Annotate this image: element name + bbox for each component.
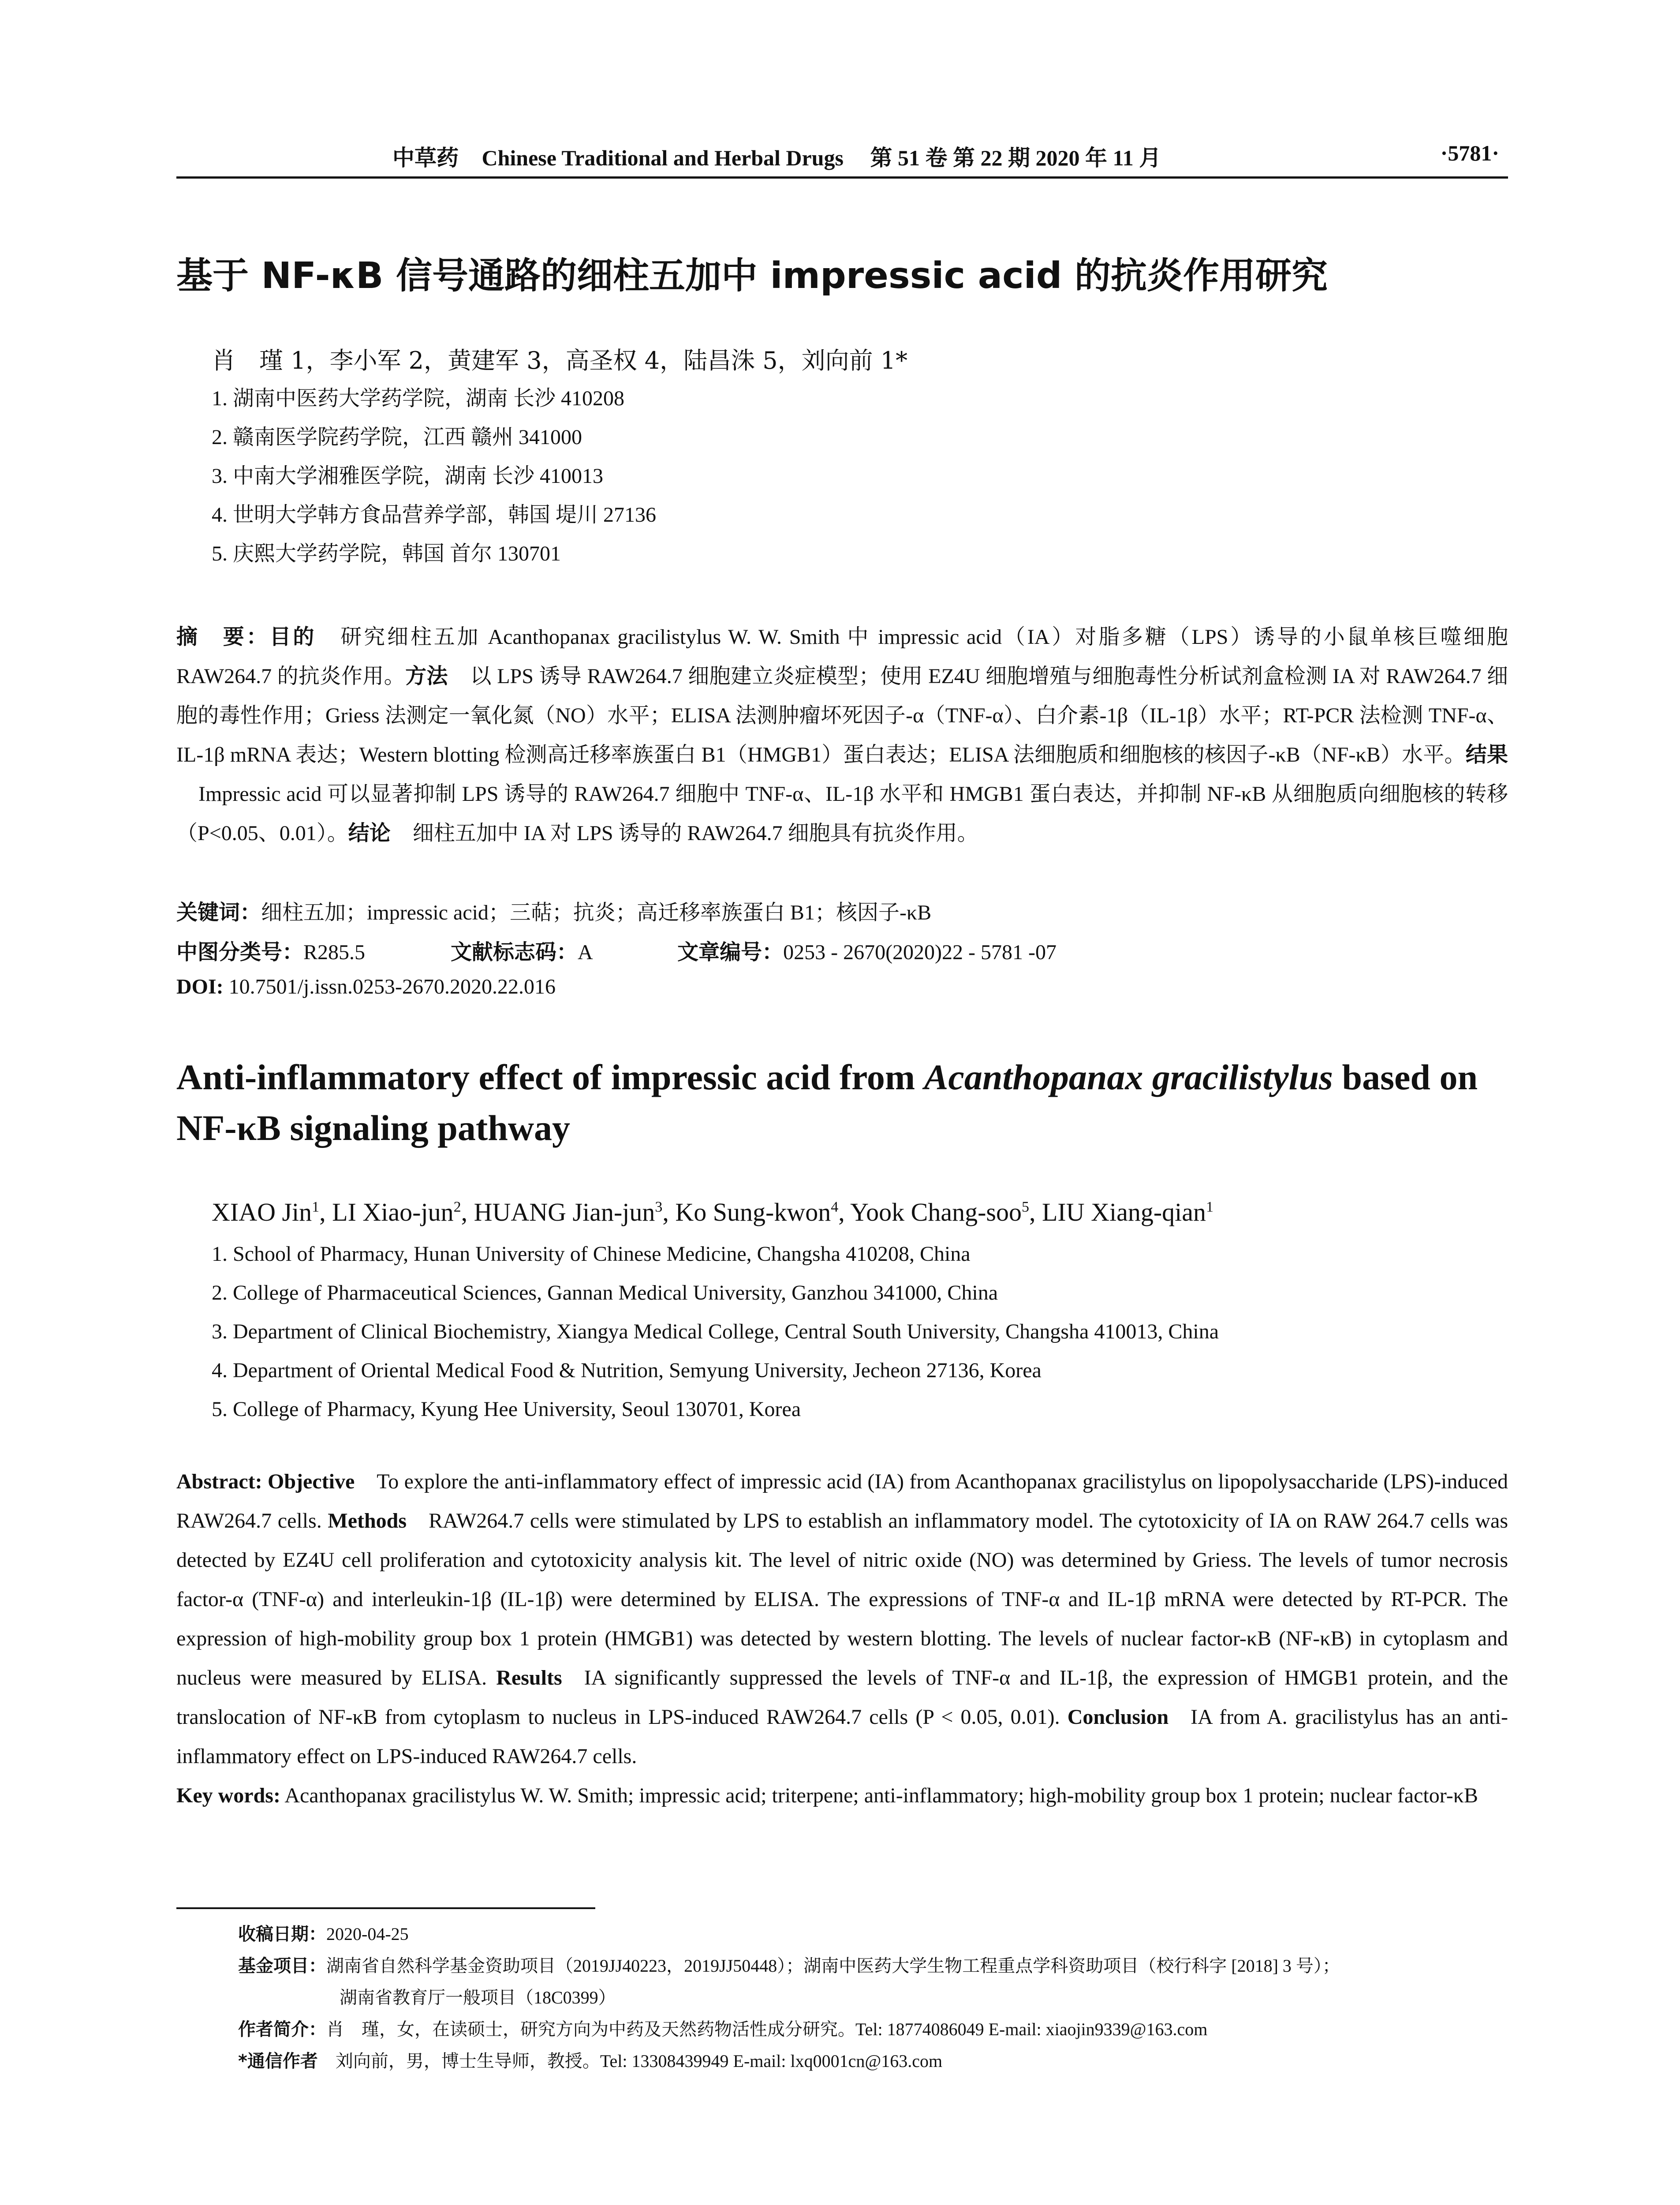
author-sup: 4 xyxy=(831,1199,839,1215)
clc-label: 中图分类号： xyxy=(176,940,304,964)
en-keywords-text: Acanthopanax gracilistylus W. W. Smith; impressic acid; triterpene; anti-inflammatory; high-mobility group box 1 protein; nuclear factor-κB xyxy=(284,1784,1478,1807)
en-results-label: Results xyxy=(496,1666,562,1689)
en-conclusion-text: IA from A. gracilistylus has an anti-inflammatory effect on LPS-induced RAW264.7 cells. xyxy=(176,1705,1508,1768)
author-sup: 3 xyxy=(655,1199,663,1215)
doc-code-label: 文献标志码： xyxy=(451,940,578,964)
en-affiliations xyxy=(212,1235,1490,1429)
zh-methods-text: 以 LPS 诱导 RAW264.7 细胞建立炎症模型；使用 EZ4U 细胞增殖与细胞毒性分析试剂盒检测 IA 对 RAW264.7 细胞的毒性作用；Griess 法测定一氧化氮（NO）水平；ELISA 法测肿瘤坏死因子-α（TNF-α）、白介素-1β（IL-1β）水平；RT-PCR 法检测 TNF-α、IL-1β mRNA 表达；Western blotting 检测高迁移率族蛋白 B1（HMGB1）蛋白表达；ELISA 法细胞质和细胞核的核因子-κB（NF-κB）水平。 xyxy=(176,665,1508,766)
footnotes xyxy=(238,1918,1508,2077)
zh-abstract xyxy=(176,617,1508,853)
zh-classification xyxy=(176,935,1508,965)
fund-info-cont xyxy=(238,1982,1508,2014)
en-conclusion-label: Conclusion xyxy=(1067,1705,1169,1729)
author-sep: , xyxy=(1029,1198,1042,1226)
doi xyxy=(176,975,1508,999)
fund-text: 湖南省教育厅一般项目（18C0399） xyxy=(340,1988,616,2007)
received-date xyxy=(238,1918,1508,1950)
zh-affiliation: 5. 庆熙大学药学院，韩国 首尔 130701 xyxy=(212,542,561,565)
en-results-text: IA significantly suppressed the levels of TNF-α and IL-1β, the expression of HMGB1 protein, and the translocation of NF-κB from cytoplasm to nucleus in LPS-induced RAW264.7 cells (P < 0.05, 0.01). xyxy=(176,1666,1508,1729)
zh-methods-label: 方法 xyxy=(405,664,448,688)
en-abstract xyxy=(176,1462,1508,1815)
en-author: LI Xiao-jun xyxy=(332,1198,454,1226)
corr-label: *通信作者 xyxy=(238,2051,318,2071)
en-author: LIU Xiang-qian xyxy=(1042,1198,1206,1226)
zh-keywords-label: 关键词： xyxy=(176,900,261,925)
en-affiliation: 4. Department of Oriental Medical Food & Nutrition, Semyung University, Jecheon 27136, Korea xyxy=(212,1359,1042,1382)
corr-text: 刘向前，男，博士生导师，教授。Tel: 13308439949 E-mail: lxq0001cn@163.com xyxy=(335,2051,943,2071)
en-title-part: based on NF-κB signaling pathway xyxy=(176,1057,1478,1148)
zh-keywords xyxy=(176,895,1508,926)
en-author: Yook Chang-soo xyxy=(850,1198,1022,1226)
zh-keywords-text: 细柱五加；impressic acid；三萜；抗炎；高迁移率族蛋白 B1；核因子-κB xyxy=(261,901,932,924)
doi-value: 10.7501/j.issn.0253-2670.2020.22.016 xyxy=(228,975,556,998)
en-methods-text: RAW264.7 cells were stimulated by LPS to establish an inflammatory model. The cytotoxicity of IA on RAW 264.7 cells was detected by EZ4U cell proliferation and cytotoxicity analysis kit. The level of nitric oxide (NO) was determined by Griess. The levels of tumor necrosis factor-α (TNF-α) and interleukin-1β (IL-1β) were determined by ELISA. The expressions of TNF-α and IL-1β mRNA were detected by RT-PCR. The expression of high-mobility group box 1 protein (HMGB1) was detected by western blotting. The levels of nuclear factor-κB (NF-κB) in cytoplasm and nucleus were measured by ELISA. xyxy=(176,1509,1508,1689)
en-author: XIAO Jin xyxy=(212,1198,312,1226)
zh-objective-label: 目的 xyxy=(269,624,317,649)
en-objective-text: To explore the anti-inflammatory effect of impressic acid (IA) from Acanthopanax gracilistylus on lipopolysaccharide (LPS)-induced RAW264.7 cells. xyxy=(176,1470,1508,1532)
zh-results-text: Impressic acid 可以显著抑制 LPS 诱导的 RAW264.7 细胞中 TNF-α、IL-1β 水平和 HMGB1 蛋白表达，并抑制 NF-κB 从细胞质向细胞核的转移（P<0.05、0.01）。 xyxy=(176,782,1508,845)
zh-title: 基于 NF-κB 信号通路的细柱五加中 impressic acid 的抗炎作用研究 xyxy=(176,255,1328,297)
zh-affiliation: 3. 中南大学湘雅医学院，湖南 长沙 410013 xyxy=(212,464,604,488)
article-id-label: 文章编号： xyxy=(677,940,784,964)
zh-affiliation: 4. 世明大学韩方食品营养学部，韩国 堤川 27136 xyxy=(212,503,657,527)
corresponding-author xyxy=(238,2045,1508,2077)
author-sep: , xyxy=(662,1198,676,1226)
journal-en-name: Chinese Traditional and Herbal Drugs xyxy=(482,146,844,170)
received-label: 收稿日期： xyxy=(238,1924,326,1944)
author-bio xyxy=(238,2014,1508,2045)
en-title xyxy=(176,1052,1508,1153)
fund-info xyxy=(238,1950,1508,1982)
en-affiliation: 3. Department of Clinical Biochemistry, Xiangya Medical College, Central South University, Changsha 410013, China xyxy=(212,1320,1219,1343)
footnote-divider xyxy=(176,1907,595,1909)
bio-text: 肖 瑾，女，在读硕士，研究方向为中药及天然药物活性成分研究。Tel: 18774086049 E-mail: xiaojin9339@163.com xyxy=(326,2019,1208,2039)
zh-affiliation: 2. 赣南医学院药学院，江西 赣州 341000 xyxy=(212,426,582,449)
zh-affiliation: 1. 湖南中医药大学药学院，湖南 长沙 410208 xyxy=(212,387,625,410)
doc-code-value: A xyxy=(578,941,592,964)
en-author: HUANG Jian-jun xyxy=(474,1198,655,1226)
fund-label: 基金项目： xyxy=(238,1956,326,1976)
zh-conclusion-label: 结论 xyxy=(348,821,391,845)
en-affiliation: 1. School of Pharmacy, Hunan University of Chinese Medicine, Changsha 410208, China xyxy=(212,1242,971,1266)
zh-abstract-label: 摘 要： xyxy=(176,624,270,649)
en-abstract-label: Abstract: Objective xyxy=(176,1470,355,1493)
author-sep: , xyxy=(838,1198,851,1226)
zh-objective-text: 研究细柱五加 Acanthopanax gracilistylus W. W. Smith 中 impressic acid（IA）对脂多糖（LPS）诱导的小鼠单核巨噬细胞 RAW264.7 的抗炎作用。 xyxy=(176,625,1508,688)
en-title-species: Acanthopanax gracilistylus xyxy=(924,1057,1333,1097)
page-number: ·5781· xyxy=(1440,141,1499,165)
clc-value: R285.5 xyxy=(303,941,366,964)
bio-label: 作者简介： xyxy=(238,2019,326,2040)
fund-text: 湖南省自然科学基金资助项目（2019JJ40223，2019JJ50448）；湖南中医药大学生物工程重点学科资助项目（校行科字 [2018] 3 号）； xyxy=(326,1956,1340,1976)
author-sep: , xyxy=(319,1198,332,1226)
en-affiliation: 5. College of Pharmacy, Kyung Hee University, Seoul 130701, Korea xyxy=(212,1398,801,1421)
received-value: 2020-04-25 xyxy=(326,1924,409,1944)
article-id-value: 0253 - 2670(2020)22 - 5781 -07 xyxy=(783,941,1057,964)
en-affiliation: 2. College of Pharmaceutical Sciences, Gannan Medical University, Ganzhou 341000, China xyxy=(212,1281,998,1304)
zh-results-label: 结果 xyxy=(1465,742,1508,767)
zh-conclusion-text: 细柱五加中 IA 对 LPS 诱导的 RAW264.7 细胞具有抗炎作用。 xyxy=(412,822,978,845)
en-methods-label: Methods xyxy=(328,1509,407,1532)
doi-label: DOI: xyxy=(176,975,224,998)
author-sup: 1 xyxy=(1206,1199,1214,1215)
zh-affiliations xyxy=(212,379,1490,573)
en-author: Ko Sung-kwon xyxy=(675,1198,831,1226)
zh-authors: 肖 瑾 1，李小军 2，黄建军 3，高圣权 4，陆昌洙 5，刘向前 1* xyxy=(212,347,908,374)
author-sup: 2 xyxy=(453,1199,461,1215)
journal-line xyxy=(392,140,1161,172)
author-sep: , xyxy=(461,1198,474,1226)
en-title-part: Anti-inflammatory effect of impressic acid from xyxy=(176,1057,924,1097)
running-header xyxy=(176,128,1508,179)
issue-info: 第 51 卷 第 22 期 2020 年 11 月 xyxy=(870,146,1161,170)
en-authors xyxy=(212,1197,1213,1227)
author-sup: 5 xyxy=(1022,1199,1029,1215)
en-keywords-label: Key words: xyxy=(176,1784,280,1807)
author-sup: 1 xyxy=(312,1199,320,1215)
journal-cn-name: 中草药 xyxy=(392,145,459,171)
